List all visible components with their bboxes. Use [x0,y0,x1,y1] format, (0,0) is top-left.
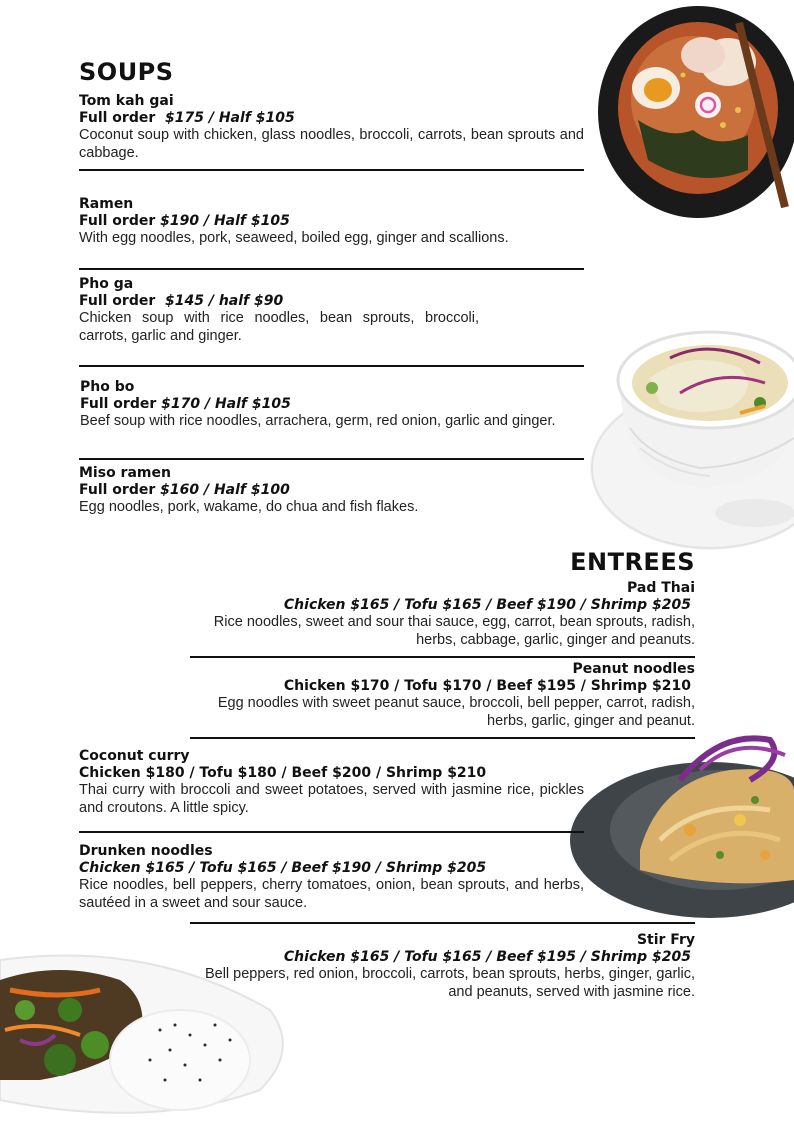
item-name: Peanut noodles [572,661,695,677]
item-name: Pho bo [80,379,135,395]
item-description: Beef soup with rice noodles, arrachera, germ, red onion, garlic and ginger. [80,413,556,429]
item-description: Coconut soup with chicken, glass noodles, broccoli, carrots, bean sprouts and cabbage. [79,127,584,161]
item-description: Thai curry with broccoli and sweet potatoes, served with jasmine rice, pickles and croutons. A little spicy. [79,782,584,816]
entree-item-coconut-curry [79,748,584,817]
item-description: Rice noodles, sweet and sour thai sauce, egg, carrot, bean sprouts, radish, herbs, cabbage, garlic, ginger and peanuts. [213,614,695,648]
soup-item-pho-ga [79,276,479,345]
divider [79,169,584,171]
item-prices: Chicken $170 / Tofu $170 / Beef $195 / Shrimp $210 [283,678,691,694]
entrees-heading: ENTREES [570,548,695,576]
item-name: Pad Thai [627,580,695,596]
item-price: $190 / Half $105 [160,213,290,229]
entree-item-pad-thai [190,580,695,649]
item-price: $170 / Half $105 [161,396,291,412]
entree-item-drunken-noodles [79,843,584,912]
divider [79,268,584,270]
divider [79,365,584,367]
divider [190,656,695,658]
item-prices: Chicken $165 / Tofu $165 / Beef $195 / Shrimp $205 [283,949,691,965]
ramen-bowl-photo [598,0,794,220]
item-name: Ramen [79,196,134,212]
soup-item-miso-ramen [79,465,584,517]
divider [190,737,695,739]
item-description: With egg noodles, pork, seaweed, boiled egg, ginger and scallions. [79,230,509,246]
item-price: $175 / Half $105 [165,110,295,126]
item-name: Drunken noodles [79,843,213,859]
entree-item-peanut-noodles [190,661,695,730]
item-name: Stir Fry [636,932,695,948]
item-name: Tom kah gai [79,93,174,109]
soup-item-ramen [79,196,584,248]
pho-bowl-photo [590,308,794,553]
item-price: $160 / Half $100 [160,482,290,498]
item-description: Rice noodles, bell peppers, cherry tomatoes, onion, bean sprouts, and herbs, sautéed in a sweet and sour sauce. [79,877,584,911]
item-prices: Chicken $180 / Tofu $180 / Beef $200 / Shrimp $210 [79,765,487,781]
soups-heading: SOUPS [79,58,174,86]
item-name: Pho ga [79,276,134,292]
item-description: Bell peppers, red onion, broccoli, carrots, bean sprouts, herbs, ginger, garlic, and peanuts, served with jasmine rice. [204,966,695,1000]
noodles-plate-photo [570,720,794,918]
divider [79,458,584,460]
item-description: Egg noodles, pork, wakame, do chua and fish flakes. [79,499,419,515]
soup-item-tom-kah-gai [79,93,584,162]
item-prices: Chicken $165 / Tofu $165 / Beef $190 / Shrimp $205 [283,597,691,613]
divider [79,831,584,833]
item-description: Egg noodles with sweet peanut sauce, broccoli, bell pepper, carrot, radish, herbs, garlic, ginger and peanut. [217,695,695,729]
item-name: Miso ramen [79,465,171,481]
full-order-label: Full order [79,482,156,498]
soup-item-pho-bo [80,379,585,431]
full-order-label: Full order [79,213,156,229]
full-order-label: Full order [79,293,156,309]
full-order-label: Full order [79,110,156,126]
item-prices: Chicken $165 / Tofu $165 / Beef $190 / Shrimp $205 [79,860,487,876]
item-price: $145 / half $90 [165,293,284,309]
entree-item-stir-fry [190,932,695,1001]
item-name: Coconut curry [79,748,190,764]
divider [190,922,695,924]
full-order-label: Full order [80,396,157,412]
item-description: Chicken soup with rice noodles, bean sprouts, broccoli, carrots, garlic and ginger. [79,310,479,344]
